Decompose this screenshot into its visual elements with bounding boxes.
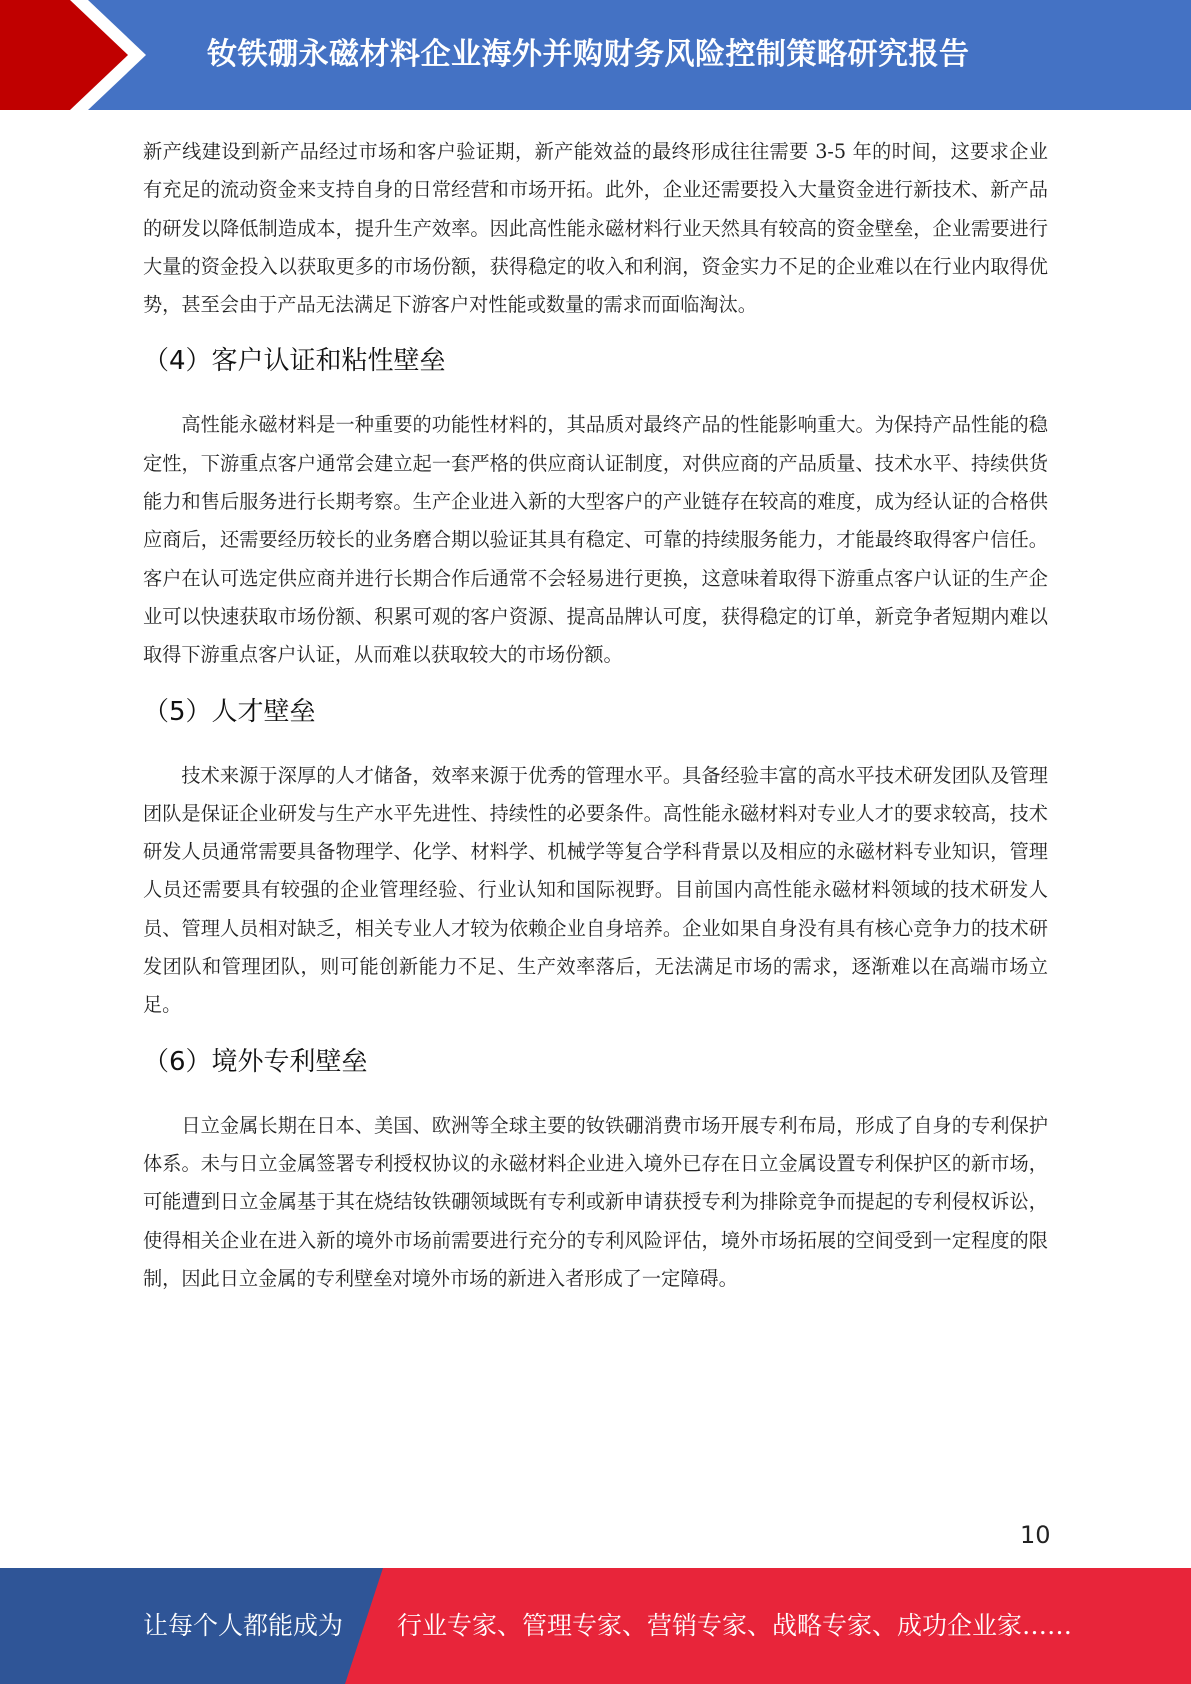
- footer-slogan-left: 让每个人都能成为: [143, 1611, 344, 1640]
- page-content: [143, 133, 1048, 1298]
- body-paragraph: 技术来源于深厚的人才储备，效率来源于优秀的管理水平。具备经验丰富的高水平技术研发团队及管理团队是保证企业研发与生产水平先进性、持续性的必要条件。高性能永磁材料对专业人才的要求较高，技术研发人员通常需要具备物理学、化学、材料学、机械学等复合学科背景以及相应的永磁材料专业知识，管理人员还需要具有较强的企业管理经验、行业认知和国际视野。目前国内高性能永磁材料领域的技术研发人员、管理人员相对缺乏，相关专业人才较为依赖企业自身培养。企业如果自身没有具有核心竞争力的技术研发团队和管理团队，则可能创新能力不足、生产效率落后，无法满足市场的需求，逐渐难以在高端市场立足。: [143, 763, 1048, 1017]
- page-header: [0, 0, 1191, 110]
- section-heading: （5）人才壁垒: [143, 696, 316, 727]
- section-heading: （6）境外专利壁垒: [143, 1046, 368, 1077]
- body-paragraph: 日立金属长期在日本、美国、欧洲等全球主要的钕铁硼消费市场开展专利布局，形成了自身的专利保护体系。未与日立金属签署专利授权协议的永磁材料企业进入境外已存在日立金属设置专利保护区的新市场，可能遭到日立金属基于其在烧结钕铁硼领域既有专利或新申请获授专利为排除竞争而提起的专利侵权诉讼，使得相关企业在进入新的境外市场前需要进行充分的专利风险评估，境外市场拓展的空间受到一定程度的限制，因此日立金属的专利壁垒对境外市场的新进入者形成了一定障碍。: [143, 1113, 1048, 1290]
- body-paragraph: 高性能永磁材料是一种重要的功能性材料的，其品质对最终产品的性能影响重大。为保持产品性能的稳定性，下游重点客户通常会建立起一套严格的供应商认证制度，对供应商的产品质量、技术水平、持续供货能力和售后服务进行长期考察。生产企业进入新的大型客户的产业链存在较高的难度，成为经认证的合格供应商后，还需要经历较长的业务磨合期以验证其具有稳定、可靠的持续服务能力，才能最终取得客户信任。客户在认可选定供应商并进行长期合作后通常不会轻易进行更换，这意味着取得下游重点客户认证的生产企业可以快速获取市场份额、积累可观的客户资源、提高品牌认可度，获得稳定的订单，新竞争者短期内难以取得下游重点客户认证，从而难以获取较大的市场份额。: [143, 413, 1048, 667]
- body-paragraph: 新产线建设到新产品经过市场和客户验证期，新产能效益的最终形成往往需要 3-5 年的时间，这要求企业有充足的流动资金来支持自身的日常经营和市场开拓。此外，企业还需要投入大量资金进行新技术、新产品的研发以降低制造成本，提升生产效率。因此高性能永磁材料行业天然具有较高的资金壁垒，企业需要进行大量的资金投入以获取更多的市场份额，获得稳定的收入和利润，资金实力不足的企业难以在行业内取得优势，甚至会由于产品无法满足下游客户对性能或数量的需求而面临淘汰。: [143, 140, 1048, 317]
- footer-slogan-right: 行业专家、管理专家、营销专家、战略专家、成功企业家……: [397, 1611, 1073, 1640]
- header-arrow-decoration: [0, 0, 148, 110]
- document-title: 钕铁硼永磁材料企业海外并购财务风险控制策略研究报告: [207, 37, 970, 72]
- page-footer: [0, 1568, 1191, 1684]
- section-heading: （4）客户认证和粘性壁垒: [143, 346, 446, 377]
- page-number: 10: [1020, 1521, 1051, 1549]
